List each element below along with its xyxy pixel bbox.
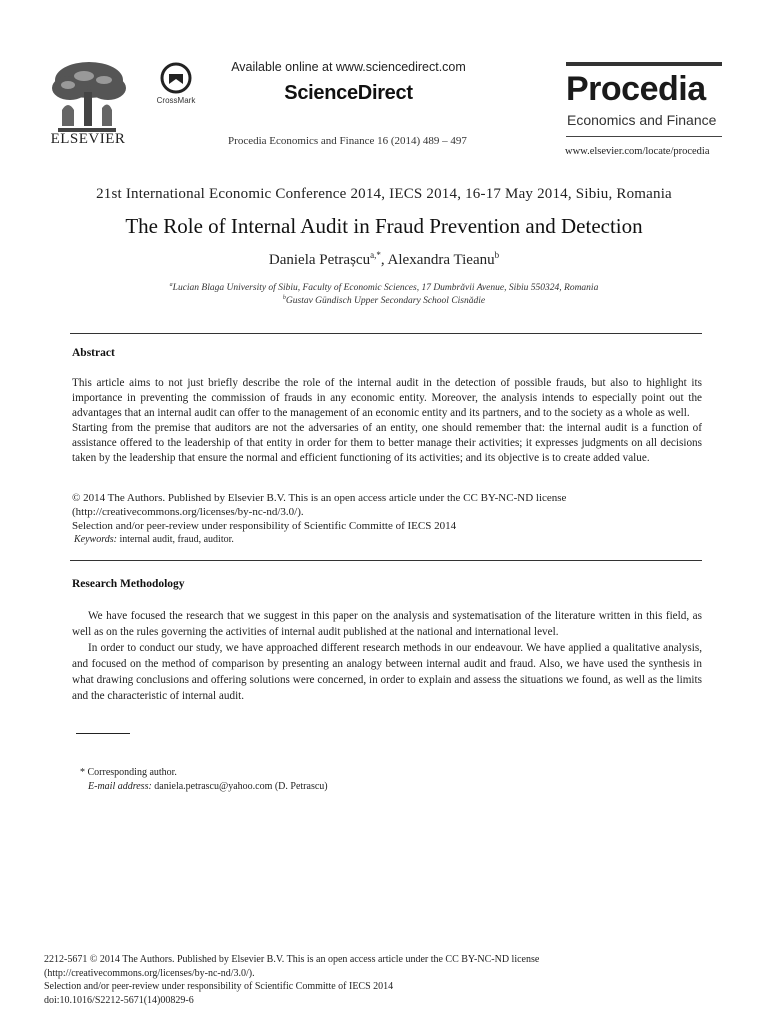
- journal-citation: Procedia Economics and Finance 16 (2014) 489 – 497: [228, 135, 467, 147]
- abstract-paragraph: Starting from the premise that auditors are not the adversaries of an entity, one should remember that: the internal audit is a function of assistance offered to the leadership of that entity in order for them to better manage their activities; it expresses judgments on all decisions taken by the leadership that ensure the normal and efficient functioning of its activities; and its objective is to create added value.: [72, 422, 702, 464]
- author-list: [0, 250, 768, 269]
- author-name: Daniela Petrașcu: [268, 252, 371, 268]
- affiliation-marker: a: [169, 282, 173, 288]
- corresponding-author-note: * Corresponding author.: [80, 767, 177, 778]
- article-title: The Role of Internal Audit in Fraud Prevention and Detection: [125, 214, 643, 238]
- peer-review-line: Selection and/or peer-review under responsibility of Scientific Committe of IECS 2014: [72, 520, 457, 532]
- sciencedirect-brand[interactable]: ScienceDirect: [284, 82, 413, 104]
- keywords-label: Keywords:: [74, 534, 117, 545]
- section-heading: Research Methodology: [72, 578, 185, 590]
- procedia-title: Procedia: [566, 70, 706, 108]
- author-superscript: a,*: [370, 250, 381, 260]
- section-paragraph: In order to conduct our study, we have approached different research methods in our endeavour. We have applied a qualitative analysis, and focused on the method of comparison by presenting an analogy between internal audit and fraud. Also, we have used the synthesis in what drawing conclusions and offering solutions were concerned, in order to explain and assess the situations we found, as well as the limits and the characteristic of internal audit.: [72, 642, 702, 702]
- procedia-url[interactable]: www.elsevier.com/locate/procedia: [565, 146, 710, 157]
- footnote-rule: [76, 733, 130, 734]
- section-paragraph: We have focused the research that we suggest in this paper on the analysis and systematisation of the literature written in this field, as well as on the rules governing the activities of internal audit published at the national and international level.: [72, 610, 702, 638]
- license-link[interactable]: (http://creativecommons.org/licenses/by-nc-nd/3.0/).: [72, 506, 304, 518]
- affiliation-b: [0, 295, 768, 306]
- email-address[interactable]: daniela.petrascu@yahoo.com (D. Petrascu): [154, 781, 328, 792]
- keywords-line: [74, 534, 234, 545]
- affiliation-text: Gustav Gündisch Upper Secondary School Cisnădie: [285, 296, 486, 307]
- footer-license-link[interactable]: (http://creativecommons.org/licenses/by-nc-nd/3.0/).: [44, 967, 255, 979]
- abstract-heading: Abstract: [72, 347, 115, 359]
- affiliation-marker: b: [282, 295, 286, 301]
- divider: [70, 560, 702, 561]
- author-name: Alexandra Tieanu: [387, 252, 495, 268]
- footer-issn-line: 2212-5671 © 2014 The Authors. Published by Elsevier B.V. This is an open access article under the CC BY-NC-ND license: [44, 954, 540, 965]
- procedia-top-rule: [566, 62, 722, 66]
- affiliation-a: [0, 282, 768, 293]
- divider: [70, 333, 702, 334]
- available-online-text: Available online at www.sciencedirect.com: [231, 60, 466, 74]
- email-line: [88, 781, 328, 792]
- keywords-values: internal audit, fraud, auditor.: [119, 534, 234, 545]
- page-footer: [44, 953, 644, 1007]
- footer-doi[interactable]: doi:10.1016/S2212-5671(14)00829-6: [44, 994, 194, 1006]
- procedia-subtitle: Economics and Finance: [567, 112, 717, 128]
- affiliation-text: Lucian Blaga University of Sibiu, Faculty of Economic Sciences, 17 Dumbrăvii Avenue, Sibiu 550324, Romania: [172, 283, 599, 294]
- abstract-body: [72, 376, 702, 466]
- abstract-paragraph: This article aims to not just briefly describe the role of the internal audit in the detection of possible frauds, but also to highlight its importance in preventing the commission of frauds in any economic entity. Moreover, the analysis intends to especially point out the advantages that an internal audit can offer to the management of an economic entity and its partners, and to the society as a whole as well.: [72, 377, 702, 419]
- author-separator: ,: [380, 252, 388, 268]
- crossmark-icon[interactable]: [150, 62, 202, 114]
- elsevier-wordmark: ELSEVIER: [50, 131, 126, 147]
- crossmark-label: CrossMark: [156, 96, 196, 105]
- footer-review-line: Selection and/or peer-review under responsibility of Scientific Committe of IECS 2014: [44, 981, 394, 992]
- email-label: E-mail address:: [88, 781, 152, 792]
- procedia-bottom-rule: [566, 136, 722, 137]
- author-superscript: b: [494, 250, 500, 260]
- copyright-line: © 2014 The Authors. Published by Elsevier B.V. This is an open access article under the CC BY-NC-ND license: [72, 492, 567, 504]
- conference-line: 21st International Economic Conference 2014, IECS 2014, 16-17 May 2014, Sibiu, Romania: [96, 186, 672, 202]
- section-body: [72, 608, 702, 704]
